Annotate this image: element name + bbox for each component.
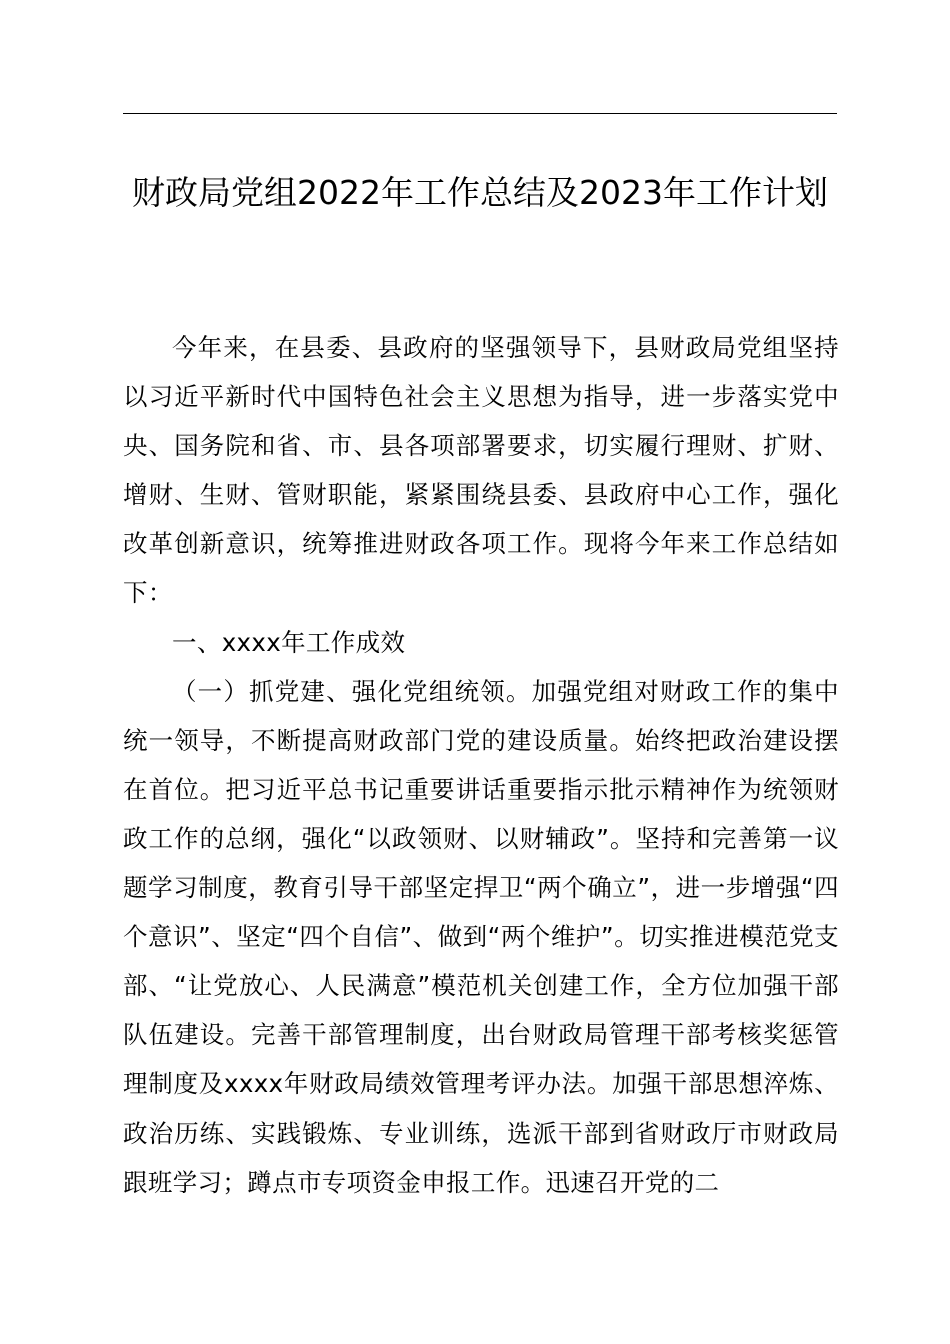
body-paragraph: （一）抓党建、强化党组统领。加强党组对财政工作的集中统一领导，不断提高财政部门党的建设质量。始终把政治建设摆在首位。把习近平总书记重要讲话重要指示批示精神作为统领财政工作的总纲，强化“以政领财、以财辅政”。坚持和完善第一议题学习制度，教育引导干部坚定捍卫“两个确立”，进一步增强“四个意识”、坚定“四个自信”、做到“两个维护”。切实推进模范党支部、“让党放心、人民满意”模范机关创建工作，全方位加强干部队伍建设。完善干部管理制度，出台财政局管理干部考核奖惩管理制度及xxxx年财政局绩效管理考评办法。加强干部思想淬炼、政治历练、实践锻炼、专业训练，选派干部到省财政厅市财政局跟班学习；蹲点市专项资金申报工作。迅速召开党的二 (123, 676, 839, 1197)
document-body (123, 323, 839, 1207)
header-rule (123, 113, 837, 114)
intro-paragraph: 今年来，在县委、县政府的坚强领导下，县财政局党组坚持以习近平新时代中国特色社会主义思想为指导，进一步落实党中央、国务院和省、市、县各项部署要求，切实履行理财、扩财、增财、生财、管财职能，紧紧围绕县委、县政府中心工作，强化改革创新意识，统筹推进财政各项工作。现将今年来工作总结如下： (123, 333, 839, 608)
section-heading: 一、xxxx年工作成效 (172, 627, 406, 657)
document-title: 财政局党组2022年工作总结及2023年工作计划 (132, 173, 828, 212)
